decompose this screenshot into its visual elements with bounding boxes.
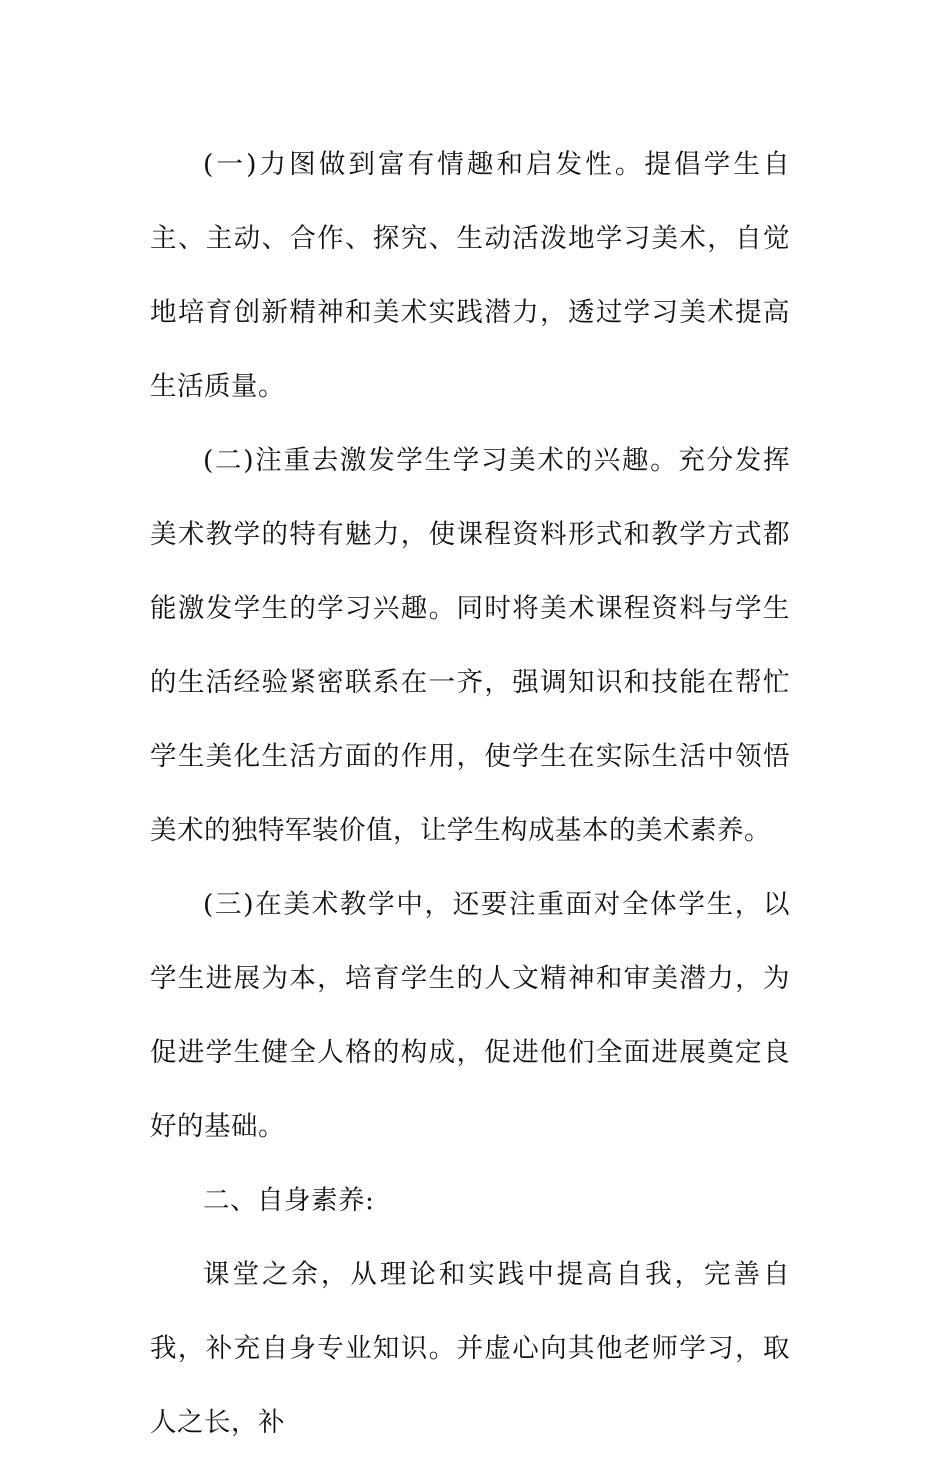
document-body (150, 128, 790, 1460)
paragraph-3: (三)在美术教学中，还要注重面对全体学生，以学生进展为本，培育学生的人文精神和审美潜力，为促进学生健全人格的构成，促进他们全面进展奠定良好的基础。 (150, 889, 790, 1142)
section-heading: 二、自身素养: (203, 1185, 375, 1216)
paragraph-2: (二)注重去激发学生学习美术的兴趣。充分发挥美术教学的特有魅力，使课程资料形式和教学方式都能激发学生的学习兴趣。同时将美术课程资料与学生的生活经验紧密联系在一齐，强调知识和技能在帮忙学生美化生活方面的作用，使学生在实际生活中领悟美术的独特军装价值，让学生构成基本的美术素养。 (150, 445, 790, 846)
paragraph-1: (一)力图做到富有情趣和启发性。提倡学生自主、主动、合作、探究、生动活泼地学习美术，自觉地培育创新精神和美术实践潜力，透过学习美术提高生活质量。 (150, 149, 790, 402)
paragraph-4: 课堂之余，从理论和实践中提高自我，完善自我，补充自身专业知识。并虚心向其他老师学习，取人之长，补 (150, 1259, 790, 1438)
